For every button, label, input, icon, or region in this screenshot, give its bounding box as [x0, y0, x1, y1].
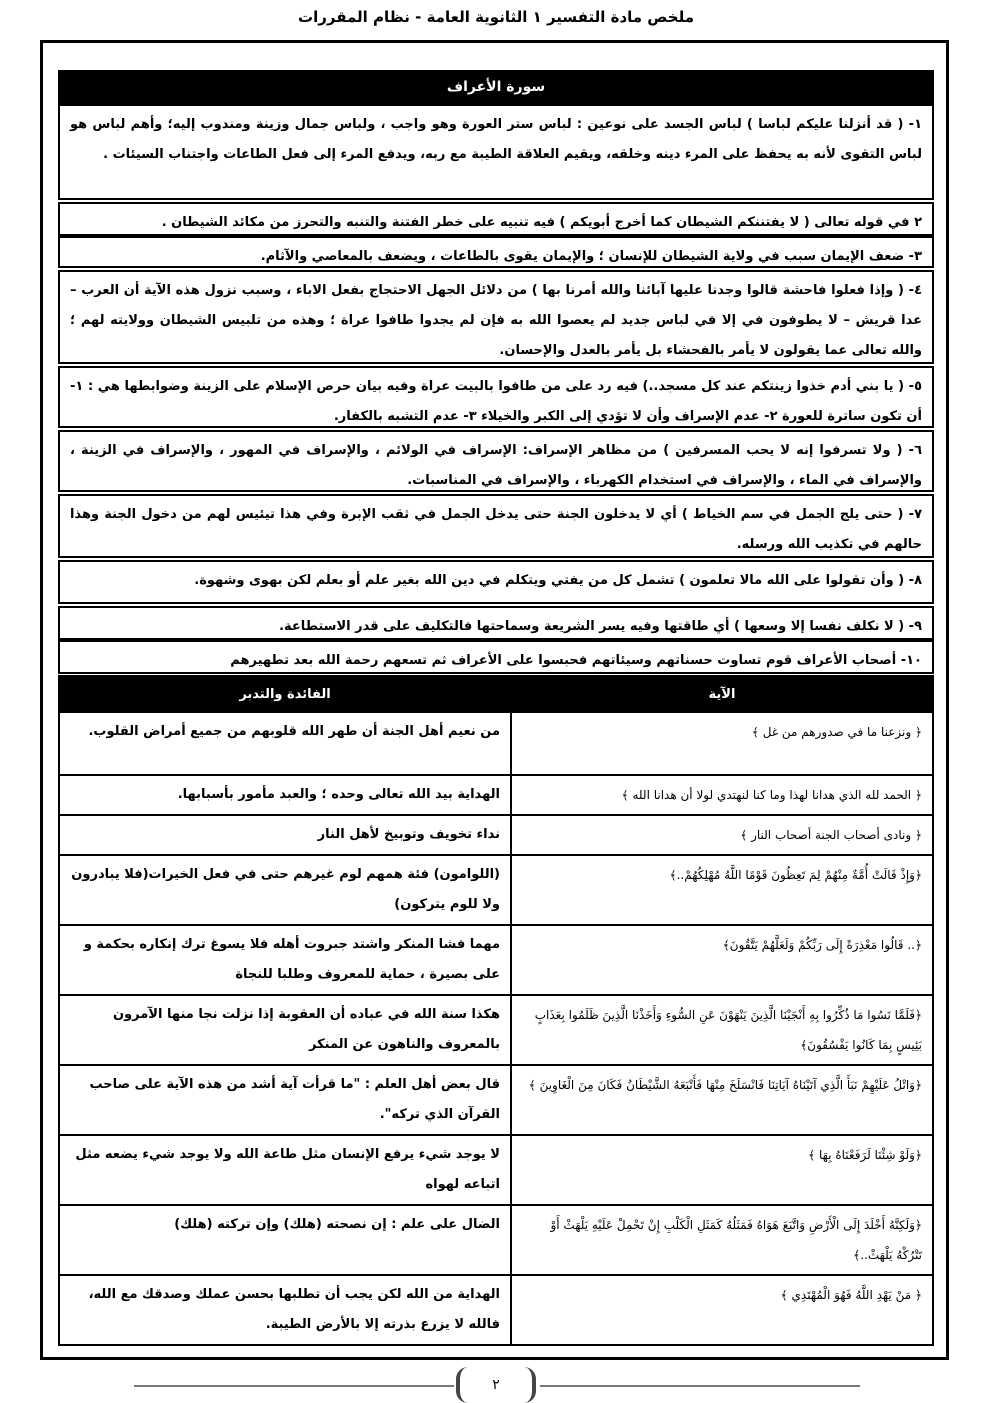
table-row [59, 1275, 933, 1345]
ayah-cell: ﴿.. قَالُوا مَعْذِرَةً إِلَى رَبِّكُمْ وَلَعَلَّهُمْ يَتَّقُونَ﴾ [511, 925, 933, 995]
benefit-cell: من نعيم أهل الجنة أن طهر الله قلوبهم من جميع أمراض القلوب. [59, 712, 511, 775]
benefit-cell: مهما فشا المنكر واشتد جبروت أهله فلا يسوغ ترك إنكاره بحكمة و على بصيرة ، حماية للمعروف وطلبا للنجاة [59, 925, 511, 995]
ayah-cell: ﴿ ونادى أصحاب الجنة أصحاب النار ﴾ [511, 815, 933, 855]
section-title: سورة الأعراف [58, 70, 934, 104]
table-row [59, 815, 933, 855]
point-1: ١- ( قد أنزلنا عليكم لباسا ) لباس الجسد على نوعين : لباس ستر العورة وهو واجب ، ولباس جمال وزينة ومندوب إليه؛ وأهم لباس هو لباس التقوى لأنه به يحفظ على المرء دينه وخلقه، ويقيم العلاقة الطيبة مع ربه، ويدفع المرء إلى فعل الطاعات واجتناب السيئات . [58, 104, 934, 200]
table-row [59, 995, 933, 1065]
ayah-cell: ﴿ الحمد لله الذي هدانا لهذا وما كنا لنهتدي لولا أن هدانا الله ﴾ [511, 775, 933, 815]
table-row [59, 712, 933, 775]
ayah-cell: ﴿فَلَمَّا نَسُوا مَا ذُكِّرُوا بِهِ أَنْجَيْنَا الَّذِينَ يَنْهَوْنَ عَنِ السُّوءِ وَأَخَذْنَا الَّذِينَ ظَلَمُوا بِعَذَابٍ بَئِيسٍ بِمَا كَانُوا يَفْسُقُونَ﴾ [511, 995, 933, 1065]
table-row [59, 1135, 933, 1205]
point-4: ٤- ( وإذا فعلوا فاحشة قالوا وجدنا عليها آبائنا والله أمرنا بها ) من دلائل الجهل الاحتجاج بفعل الاباء ، وسبب نزول هذه الآية أن العرب – عدا قريش – لا يطوفون في إلا في لباس جديد لم يعصوا الله به فإن لم يجدوا طافوا عراة ؛ وهذه من تلبيس الشيطان وولايته لهم ؛ والله تعالى عما يقولون لا يأمر بالفحشاء بل يأمر بالعدل والإحسان. [58, 270, 934, 364]
benefit-cell: الضال على علم : إن نصحته (هلك) وإن تركته (هلك) [59, 1205, 511, 1275]
ayah-cell: ﴿وَلَكِنَّهُ أَخْلَدَ إِلَى الْأَرْضِ وَاتَّبَعَ هَوَاهُ فَمَثَلُهُ كَمَثَلِ الْكَلْبِ إِنْ تَحْمِلْ عَلَيْهِ يَلْهَثْ أَوْ تَتْرُكْهُ يَلْهَثْ..﴾ [511, 1205, 933, 1275]
table-row [59, 775, 933, 815]
ayah-cell: ﴿ مَنْ يَهْدِ اللَّهُ فَهُوَ الْمُهْتَدِي ﴾ [511, 1275, 933, 1345]
table-row [59, 925, 933, 995]
ayah-cell: ﴿ ونزعنا ما في صدورهم من غل ﴾ [511, 712, 933, 775]
point-6: ٦- ( ولا تسرفوا إنه لا يحب المسرفين ) من مظاهر الإسراف: الإسراف في الولائم ، والإسراف في المهور ، والإسراف في الزينة ، والإسراف في الماء ، والإسراف في استخدام الكهرباء ، والإسراف في المناسبات. [58, 430, 934, 492]
point-7: ٧- ( حتى يلج الجمل في سم الخياط ) أي لا يدخلون الجنة حتى يدخل الجمل في ثقب الإبرة وفي هذا تيئيس لهم من دخول الجنة وهذا حالهم في تكذيب الله ورسله. [58, 494, 934, 558]
table-row [59, 855, 933, 925]
ayah-cell: ﴿وَإِذْ قَالَتْ أُمَّةٌ مِنْهُمْ لِمَ تَعِظُونَ قَوْمًا اللَّهُ مُهْلِكُهُمْ..﴾ [511, 855, 933, 925]
point-3: ٣- ضعف الإيمان سبب في ولاية الشيطان للإنسان ؛ والإيمان يقوى بالطاعات ، ويضعف بالمعاصي والآثام. [58, 236, 934, 268]
benefit-cell: قال بعض أهل العلم : "ما قرأت آية أشد من هذه الآية على صاحب القرآن الذي تركه". [59, 1065, 511, 1135]
header-ayah: الآية [511, 676, 933, 712]
header-benefit: الفائدة والتدبر [59, 676, 511, 712]
benefit-cell: نداء تخويف وتوبيخ لأهل النار [59, 815, 511, 855]
benefit-cell: (اللوامون) فئة همهم لوم غيرهم حتى في فعل الخيرات(فلا يبادرون ولا للوم يتركون) [59, 855, 511, 925]
ayah-table [58, 675, 934, 1346]
point-5: ٥- ( يا بني أدم خذوا زينتكم عند كل مسجد..) فيه رد على من طافوا بالبيت عراة وفيه بيان حرص الإسلام على الزينة وضوابطها هي : ١- أن تكون ساترة للعورة ٢- عدم الإسراف وأن لا تؤدي إلى الكبر والخيلاء ٣- عدم التشبه بالكفار. [58, 366, 934, 428]
page-header: ملخص مادة التفسير ١ الثانوية العامة - نظام المقررات [298, 8, 694, 26]
footer-rule-left [134, 1385, 454, 1387]
benefit-cell: هكذا سنة الله في عباده أن العقوبة إذا نزلت نجا منها الآمرون بالمعروف والناهون عن المنكر [59, 995, 511, 1065]
point-2: ٢ في قوله تعالى ( لا يفتننكم الشيطان كما أخرج أبويكم ) فيه تنبيه على خطر الفتنة والتنبه والتحرز من مكائد الشيطان . [58, 202, 934, 236]
benefit-cell: الهداية من الله لكن يجب أن تطلبها بحسن عملك وصدقك مع الله، فالله لا يزرع بذرته إلا بالأرض الطيبة. [59, 1275, 511, 1345]
point-8: ٨- ( وأن تقولوا على الله مالا تعلمون ) تشمل كل من يفتي ويتكلم في دين الله بغير علم أو بعلم لكن بهوى وشهوة. [58, 560, 934, 604]
point-10: ١٠- أصحاب الأعراف قوم تساوت حسناتهم وسيئاتهم فحبسوا على الأعراف ثم تسعهم رحمة الله بعد تطهيرهم [58, 640, 934, 674]
point-9: ٩- ( لا نكلف نفسا إلا وسعها ) أي طاقتها وفيه يسر الشريعة وسماحتها فالتكليف على قدر الاستطاعة. [58, 606, 934, 640]
ayah-cell: ﴿وَاتْلُ عَلَيْهِمْ نَبَأَ الَّذِي آتَيْنَاهُ آيَاتِنَا فَانْسَلَخَ مِنْهَا فَأَتْبَعَهُ الشَّيْطَانُ فَكَانَ مِنَ الْغَاوِينَ ﴾ [511, 1065, 933, 1135]
benefit-cell: لا يوجد شيء يرفع الإنسان مثل طاعة الله ولا يوجد شيء يضعه مثل اتباعه لهواه [59, 1135, 511, 1205]
footer-rule-right [540, 1385, 860, 1387]
table-row [59, 1205, 933, 1275]
table-row [59, 1065, 933, 1135]
ayah-cell: ﴿وَلَوْ شِئْنَا لَرَفَعْنَاهُ بِهَا ﴾ [511, 1135, 933, 1205]
page-number: ٢ [456, 1367, 536, 1403]
benefit-cell: الهداية بيد الله تعالى وحده ؛ والعبد مأمور بأسبابها. [59, 775, 511, 815]
